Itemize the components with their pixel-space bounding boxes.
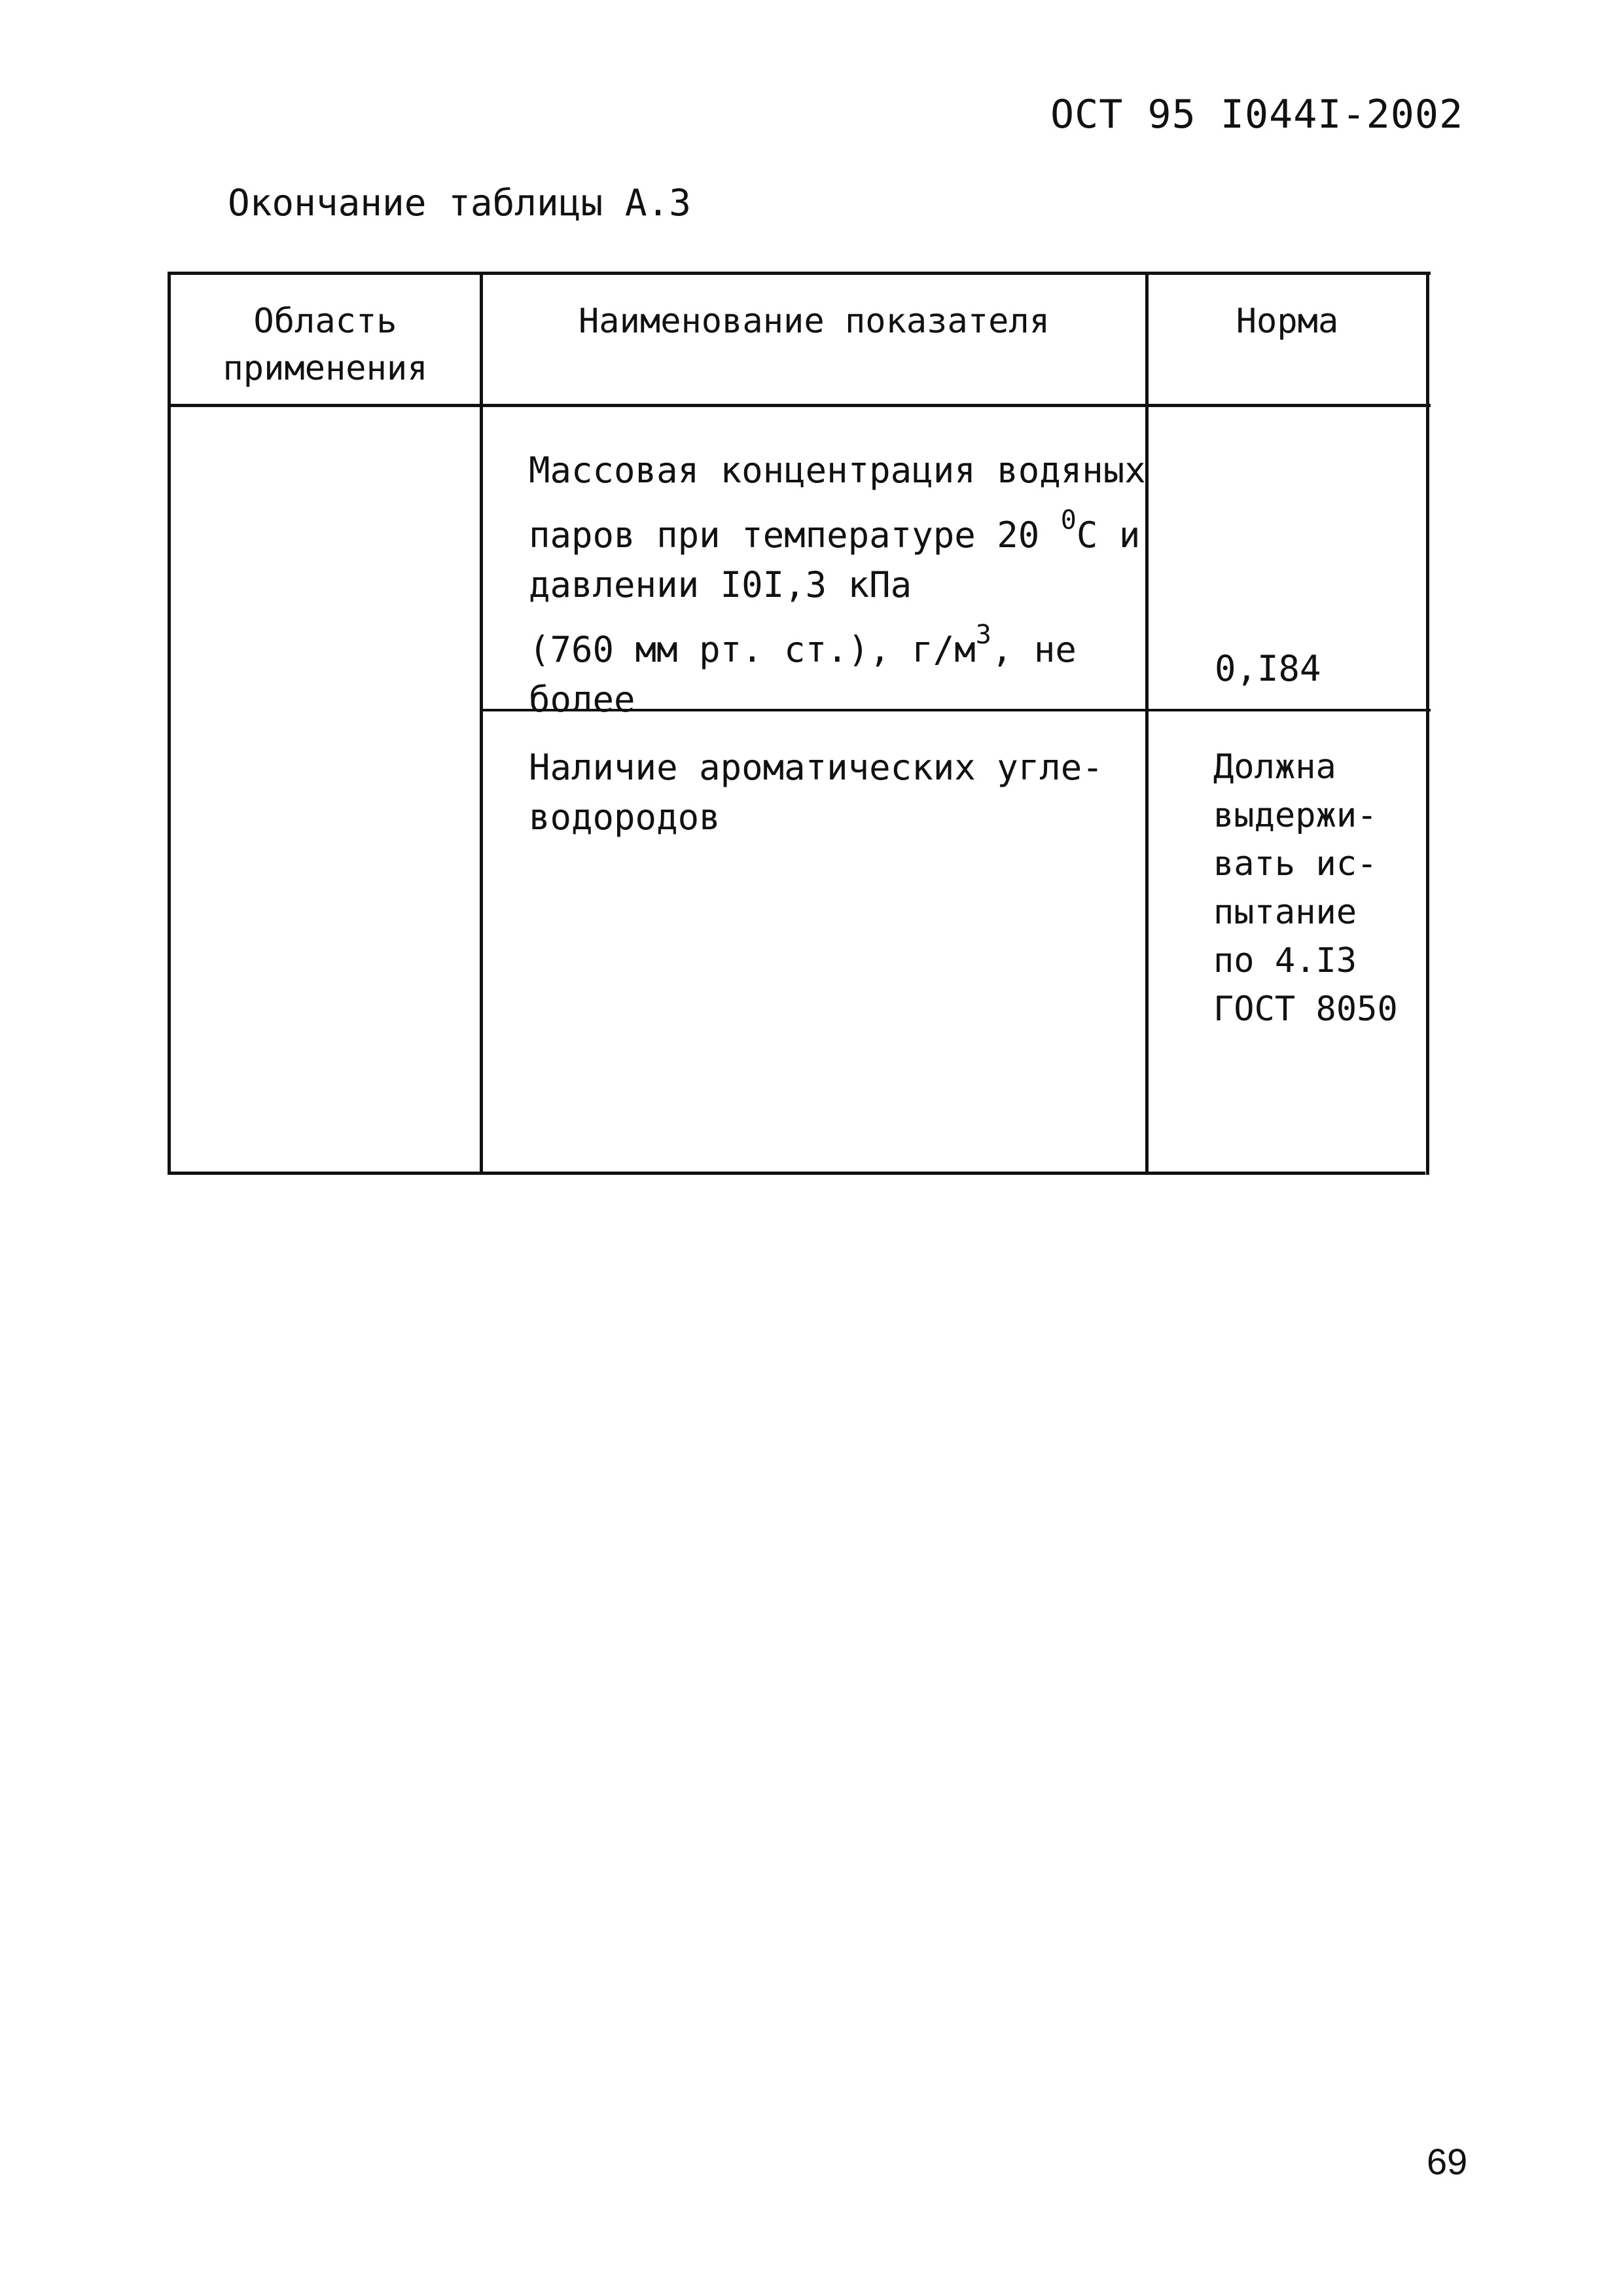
row2-norm-line: Должна (1213, 747, 1336, 787)
row2-norm-line: ГОСТ 8050 (1213, 990, 1398, 1029)
table-top-border (168, 272, 1431, 275)
table-bottom-border (168, 1172, 1425, 1175)
column-header-area-line2: применения (223, 349, 428, 388)
cube-superscript: 3 (975, 620, 991, 650)
column-header-area (171, 298, 480, 392)
row1-indicator (529, 446, 1146, 725)
row1-norm-value: 0,I84 (1215, 648, 1321, 689)
table-right-border (1426, 272, 1429, 1175)
document-number: ОСТ 95 I044I-2002 (1050, 92, 1464, 137)
column-header-norm: Норма (1236, 302, 1339, 341)
column-header-area-line1: Область (253, 302, 397, 341)
header-bottom-rule (168, 404, 1431, 407)
table-left-border (168, 272, 171, 1175)
row2-norm-line: вать ис- (1213, 844, 1378, 884)
row1-indicator-line: паров при температуре 20 $^0$С и (529, 505, 1141, 556)
table-caption: Окончание таблицы А.3 (228, 182, 692, 224)
row1-indicator-line: (760 мм рт. ст.), $г/м^3$, не (529, 620, 1077, 670)
column-divider-1 (480, 272, 483, 1175)
row1-indicator-line: Массовая концентрация водяных (529, 450, 1146, 491)
row2-indicator (529, 743, 1103, 842)
indicators-table (168, 272, 1431, 1176)
row2-norm-line: по 4.I3 (1213, 941, 1357, 980)
row1-indicator-line: давлении I0I,3 кПа (529, 564, 912, 605)
degree-superscript: 0 (1060, 505, 1077, 535)
row2-norm-line: выдержи- (1213, 796, 1378, 835)
row1-indicator-line: более (529, 679, 635, 720)
row2-norm (1213, 743, 1398, 1033)
row2-indicator-line: Наличие ароматических угле- (529, 747, 1103, 788)
row2-indicator-line: водородов (529, 797, 721, 838)
row2-norm-line: пытание (1213, 893, 1357, 932)
page-number: 69 (1427, 2141, 1468, 2182)
column-header-indicator: Наименование показателя (578, 302, 1050, 341)
